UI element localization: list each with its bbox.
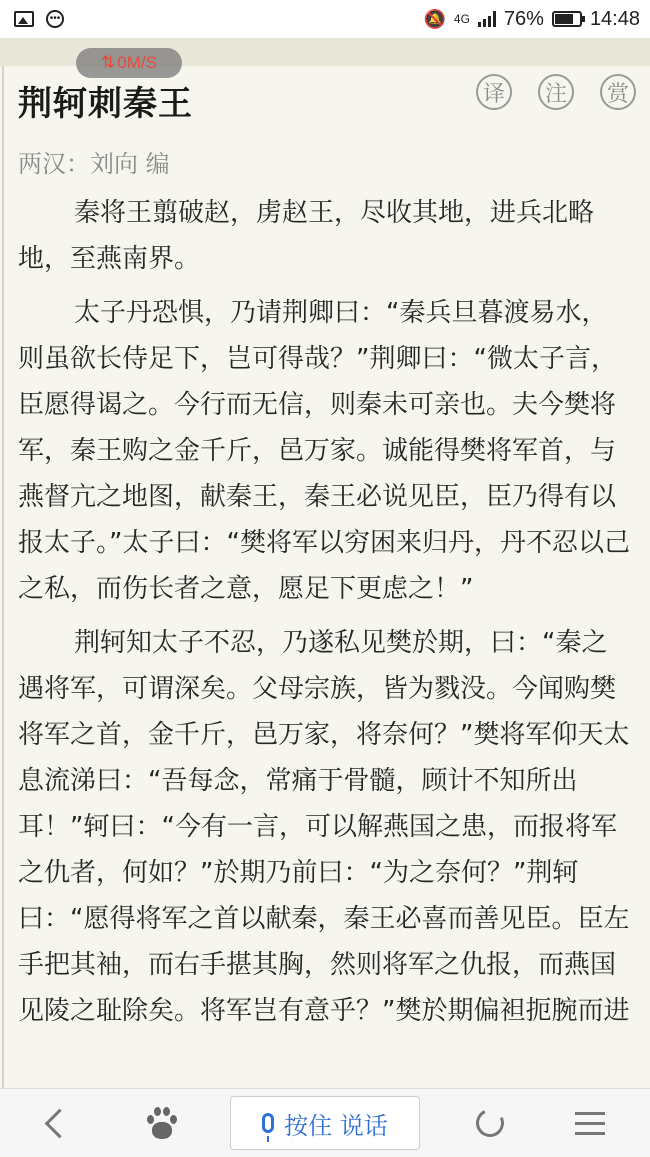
article-body (18, 190, 630, 1042)
article-actions (476, 74, 636, 110)
status-bar (0, 0, 650, 38)
baidu-button[interactable] (132, 1089, 192, 1157)
appreciation-button[interactable]: 赏 (600, 74, 636, 110)
menu-button[interactable] (562, 1089, 618, 1157)
hold-to-talk-button[interactable] (230, 1096, 420, 1150)
back-button[interactable] (34, 1089, 84, 1157)
annotation-button[interactable]: 注 (538, 74, 574, 110)
battery-percent: 76% (503, 7, 544, 30)
paragraph: 秦将王翦破赵，虏赵王，尽收其地，进兵北略地，至燕南界。 (18, 198, 595, 274)
transfer-arrows-icon: ⇅ (101, 53, 116, 72)
image-icon (14, 11, 34, 27)
author-line: 两汉：刘向 编 (18, 150, 170, 178)
clock: 14:48 (589, 7, 640, 30)
battery-icon (552, 11, 582, 27)
page-title: 荆轲刺秦王 (18, 84, 193, 124)
network-speed-badge (76, 48, 182, 78)
more-icon: ••• (46, 10, 64, 28)
translate-button[interactable]: 译 (476, 74, 512, 110)
mute-icon: 🔕 (423, 8, 446, 29)
microphone-icon (262, 1113, 274, 1133)
baidu-paw-icon (144, 1105, 180, 1141)
bottom-toolbar (0, 1088, 650, 1156)
menu-icon (575, 1112, 605, 1115)
signal-icon (478, 11, 496, 27)
refresh-icon (472, 1105, 508, 1141)
refresh-button[interactable] (462, 1089, 518, 1157)
chevron-left-icon (44, 1108, 74, 1138)
hold-to-talk-label: 按住 说话 (284, 1111, 388, 1140)
network-type: 4G (453, 12, 470, 26)
paragraph: 太子丹恐惧，乃请荆卿曰：“秦兵旦暮渡易水，则虽欲长侍足下，岂可得哉？”荆卿曰：“微太子言，臣愿得谒之。今行而无信，则秦未可亲也。夫今樊将军，秦王购之金千斤，邑万家。诚能得樊将军首，与燕督亢之地图，献秦王，秦王必说见臣，臣乃得有以报太子。”太子曰：“樊将军以穷困来归丹，丹不忍以己之私，而伤长者之意，愿足下更虑之！” (18, 298, 630, 604)
paragraph: 荆轲知太子不忍，乃遂私见樊於期，曰：“秦之遇将军，可谓深矣。父母宗族，皆为戮没。今闻购樊将军之首，金千斤，邑万家，将奈何？”樊将军仰天太息流涕曰：“吾每念，常痛于骨髓，顾计不知所出耳！”轲曰：“今有一言，可以解燕国之患，而报将军之仇者，何如？”於期乃前曰：“为之奈何？”荆轲曰：“愿得将军之首以献秦，秦王必喜而善见臣。臣左手把其袖，而右手揕其胸，然则将军之仇报，而燕国见陵之耻除矣。将军岂有意乎？”樊於期偏袒扼腕而进 (18, 628, 630, 1026)
speed-text: 0M/S (117, 53, 157, 72)
